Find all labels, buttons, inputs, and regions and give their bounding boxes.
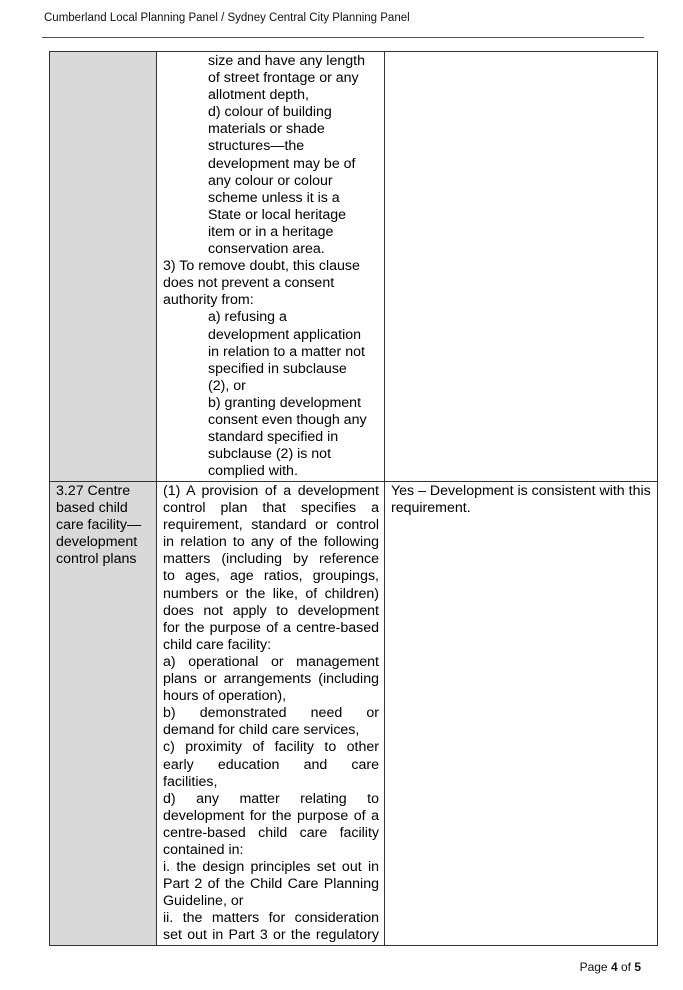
text-line: a) operational or management — [163, 653, 379, 670]
text-line: matters (including by reference — [163, 551, 379, 568]
text-line: numbers or the like, of children) — [163, 585, 379, 602]
compliance-cell — [385, 482, 658, 946]
text-line: 3) To remove doubt, this clause — [163, 258, 360, 275]
page-number — [580, 960, 641, 974]
text-line: in relation to a matter not — [208, 343, 365, 360]
text-line: to ages, age ratios, groupings, — [163, 568, 379, 585]
text-line: a) refusing a — [208, 309, 287, 326]
text-line: hours of operation), — [163, 688, 287, 705]
text-line: (1) A provision of a development — [163, 483, 379, 499]
clause-label-cell — [50, 482, 157, 946]
text-line: structures—the — [208, 138, 305, 155]
clause-label-cell — [50, 52, 157, 482]
text-line: plans or arrangements (including — [163, 671, 379, 688]
text-line: size and have any length — [208, 53, 365, 69]
text-line: requirement, standard or control — [163, 517, 379, 534]
plain-lines — [163, 258, 379, 309]
text-line: allotment depth, — [208, 87, 309, 104]
text-line: Guideline, or — [163, 893, 244, 910]
text-line: b) granting development — [208, 394, 362, 411]
page-prefix: Page — [579, 960, 611, 974]
text-line: c) proximity of facility to other — [163, 739, 379, 756]
text-line: development application — [208, 326, 362, 343]
text-line: control plan that specifies a — [163, 500, 379, 517]
clause-label: 3.27 Centre based child care facility—development control plans — [56, 483, 142, 568]
text-line: specified in subclause — [208, 360, 347, 377]
indented-lines-a — [163, 53, 379, 258]
indented-lines-b — [163, 309, 379, 480]
compliance-text: Yes – Development is consistent with this requirement. — [391, 483, 651, 517]
text-line: does not prevent a consent — [163, 275, 335, 292]
clause-text-cell — [157, 52, 385, 482]
text-line: consent even though any — [208, 411, 367, 428]
page-total: 5 — [634, 960, 641, 974]
text-line: of street frontage or any — [208, 70, 359, 87]
table-row — [50, 52, 658, 482]
text-line: contained in: — [163, 841, 244, 858]
compliance-cell — [385, 52, 658, 482]
document-header: Cumberland Local Planning Panel / Sydney Central City Planning Panel — [44, 12, 410, 24]
text-line: any colour or colour — [208, 172, 333, 189]
text-line: item or in a heritage — [208, 223, 334, 240]
text-line: for the purpose of a centre-based — [163, 619, 379, 636]
text-line: demand for child care services, — [163, 722, 360, 739]
text-line: b) demonstrated need or — [163, 705, 379, 722]
text-line: authority from: — [163, 292, 254, 309]
header-divider — [42, 37, 644, 38]
text-line: (2), or — [208, 377, 246, 394]
text-line: child care facility: — [163, 636, 272, 653]
text-line: development may be of — [208, 155, 356, 172]
text-line: Part 2 of the Child Care Planning — [163, 876, 379, 893]
text-line: ii. the matters for consideration — [163, 910, 379, 927]
text-line: materials or shade — [208, 121, 325, 138]
text-line: i. the design principles set out in — [163, 859, 379, 876]
text-line: d) colour of building — [208, 104, 332, 121]
table-row — [50, 482, 658, 946]
requirements-table — [49, 51, 658, 946]
text-line: set out in Part 3 or the regulatory — [163, 927, 379, 944]
text-line: d) any matter relating to — [163, 790, 379, 807]
page-current: 4 — [610, 960, 618, 974]
text-line: centre-based child care facility — [163, 824, 379, 841]
text-line: conservation area. — [208, 241, 325, 258]
text-line: complied with. — [208, 463, 298, 480]
text-line: State or local heritage — [208, 206, 347, 223]
text-line: subclause (2) is not — [208, 446, 332, 463]
text-line: facilities, — [163, 773, 218, 790]
page-separator: of — [617, 960, 635, 974]
text-line: standard specified in — [208, 429, 339, 446]
text-line: scheme unless it is a — [208, 189, 340, 206]
text-line: early education and care — [163, 756, 379, 773]
text-line: development for the purpose of a — [163, 807, 379, 824]
clause-text-cell — [157, 482, 385, 946]
text-line: in relation to any of the following — [163, 534, 379, 551]
text-line: does not apply to development — [163, 602, 379, 619]
